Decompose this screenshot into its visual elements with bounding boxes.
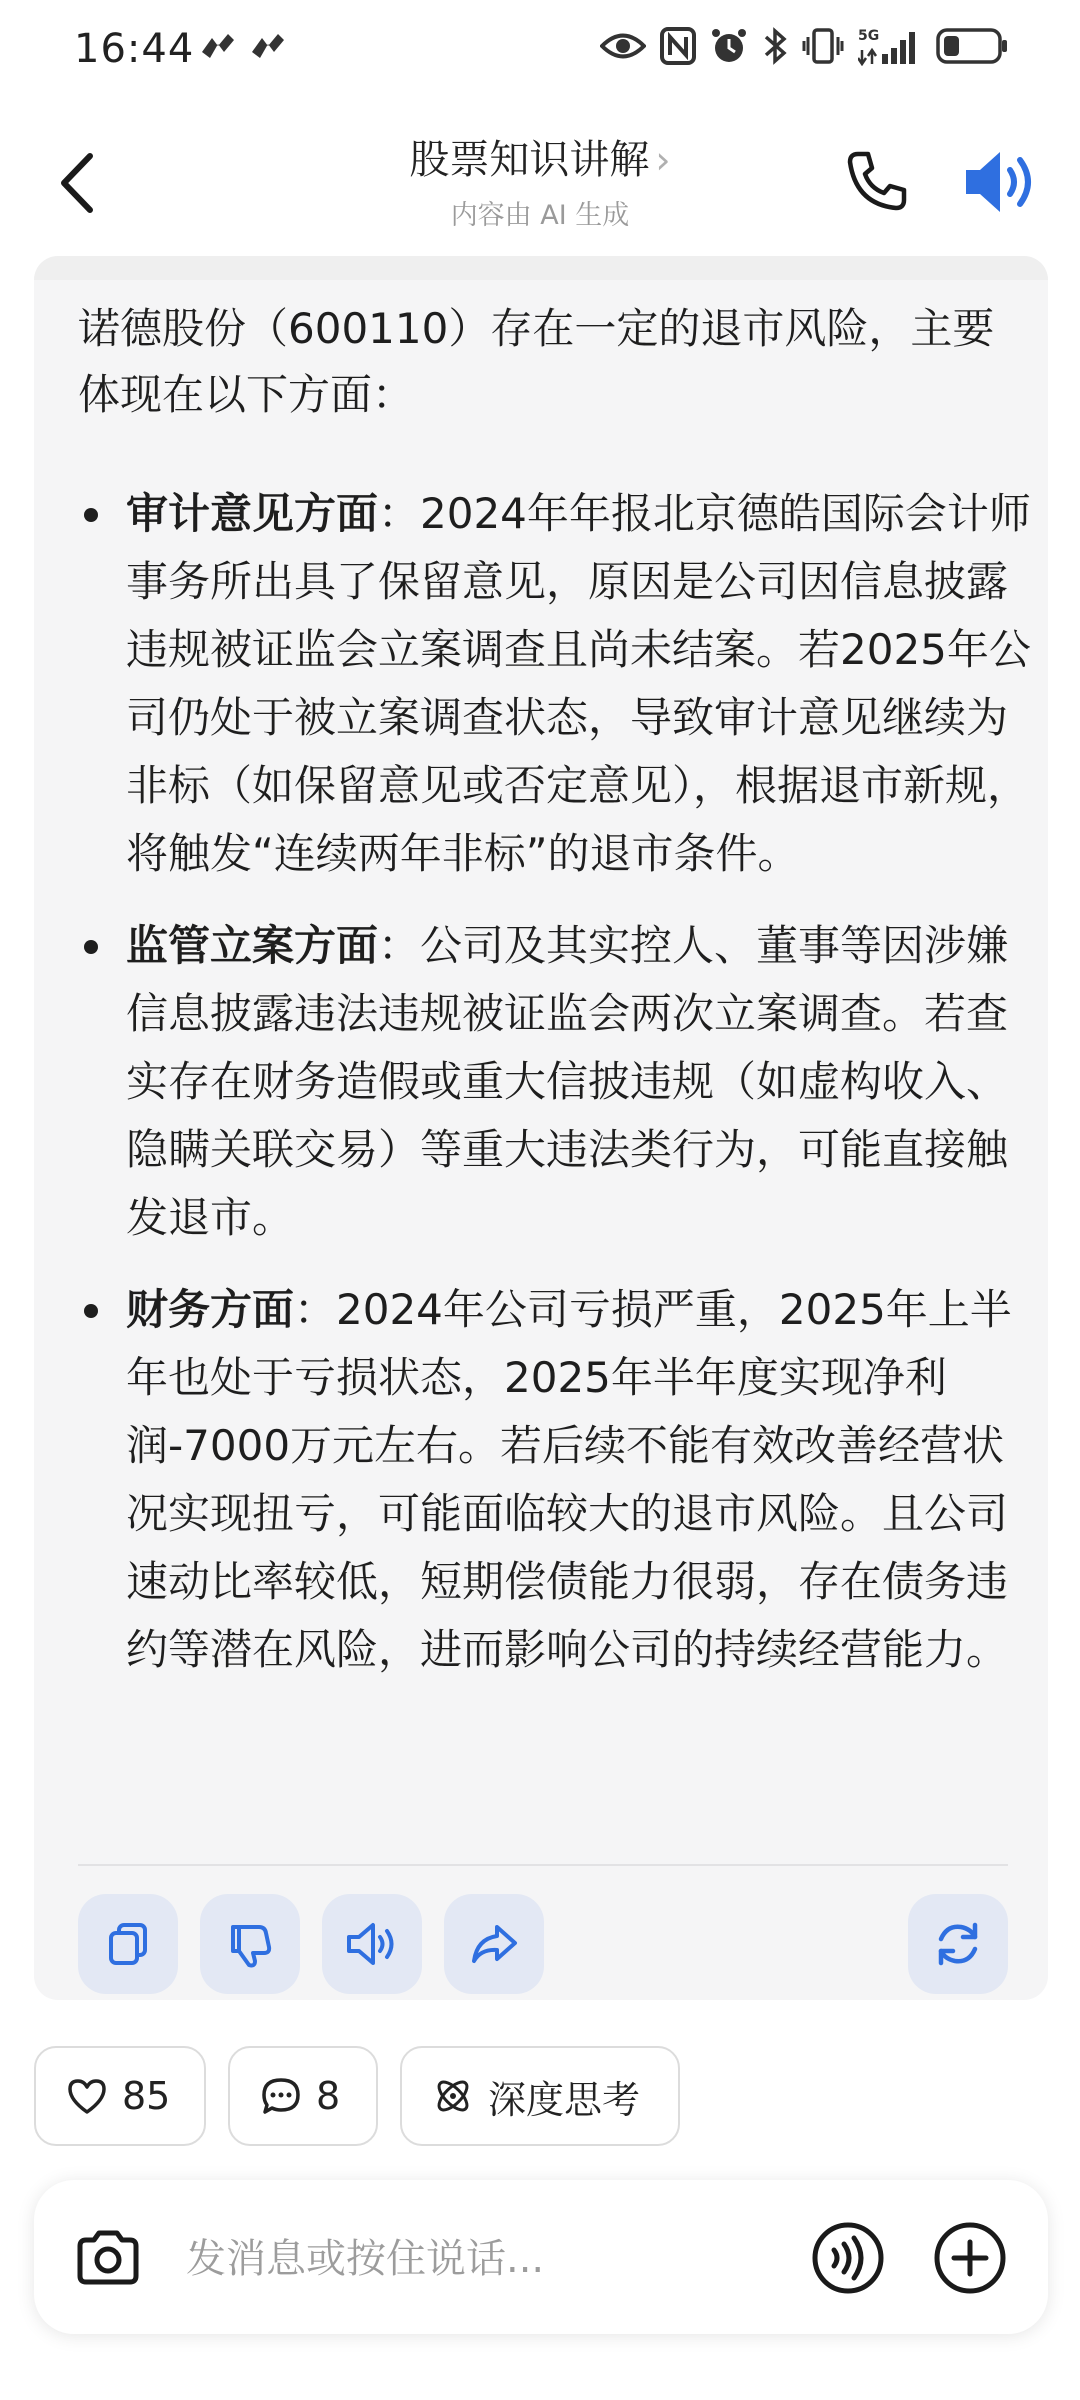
eye-icon [600,29,646,63]
chat-title[interactable]: 股票知识讲解 [409,137,650,183]
chat-header [0,110,1080,250]
nfc-icon [660,27,696,65]
voice-wave-icon [810,2220,886,2296]
network-label: 5G [858,28,880,44]
voice-input-button[interactable] [810,2220,886,2296]
alarm-icon [710,27,748,65]
add-attachment-button[interactable] [932,2220,1008,2296]
message-composer [34,2180,1048,2334]
regenerate-button[interactable] [908,1894,1008,1994]
bluetooth-icon [762,27,788,65]
message-input[interactable] [184,2220,808,2298]
bullet-text: ：2024年年报北京德皓国际会计师事务所出具了保留意见，原因是公司因信息披露违规被证监会立案调查且尚未结案。若2025年公司仍处于被立案调查状态，导致审计意见继续为非标（如保留意见或否定意见），根据退市新规，将触发“连续两年非标”的退市条件。 [126,489,1031,878]
divider [78,1864,1008,1866]
message-actions [78,1894,1008,1994]
share-icon [469,1919,519,1969]
comment-count: 8 [316,2074,341,2118]
message-intro: 诺德股份（600110）存在一定的退市风险，主要体现在以下方面： [78,304,995,419]
ai-message-card [34,256,1048,2000]
risk-list [78,480,1038,1708]
copy-icon [103,1919,153,1969]
bullet-heading: 监管立案方面 [126,921,379,970]
vibrate-icon [802,27,844,65]
share-button[interactable] [444,1894,544,1994]
battery-icon [936,28,1010,64]
like-chip[interactable] [34,2046,206,2146]
read-aloud-icon [345,1919,399,1969]
copy-button[interactable] [78,1894,178,1994]
bullet-text: ：2024年公司亏损严重，2025年上半年也处于亏损状态，2025年半年度实现净利润-7000万元左右。若后续不能有效改善经营状况实现扭亏，可能面临较大的退市风险。且公司速动比率较低，短期偿债能力很弱，存在债务违约等潜在风险，进而影响公司的持续经营能力。 [126,1285,1012,1674]
list-item [78,1276,1038,1684]
atom-icon [432,2075,474,2117]
deep-think-label: 深度思考 [488,2077,641,2122]
chat-title-area[interactable] [0,128,1080,232]
read-aloud-button[interactable] [322,1894,422,1994]
plus-icon [932,2220,1008,2296]
notification-icons [198,30,288,66]
bullet-text: ：公司及其实控人、董事等因涉嫌信息披露违法违规被证监会两次立案调查。若查实存在财务造假或重大信披违规（如虚构收入、隐瞒关联交易）等重大违法类行为，可能直接触发退市。 [126,921,1009,1242]
scroll-fade [34,256,1048,280]
phone-call-button[interactable] [840,146,912,218]
speaker-icon [960,142,1040,222]
app-notification-icon [248,30,288,66]
deep-think-chip[interactable] [400,2046,680,2146]
bullet-heading: 财务方面 [126,1285,295,1334]
signal-icon [858,26,922,66]
list-item [78,912,1038,1252]
thumbs-down-icon [225,1919,275,1969]
bullet-heading: 审计意见方面 [126,489,379,538]
phone-icon [840,146,912,218]
dislike-button[interactable] [200,1894,300,1994]
chevron-right-icon: › [655,138,671,182]
camera-button[interactable] [72,2222,144,2294]
app-notification-icon [198,30,238,66]
heart-icon [66,2076,108,2116]
system-status-icons [600,26,1010,66]
comment-icon [260,2076,302,2116]
list-item [78,480,1038,888]
like-count: 85 [122,2074,171,2118]
regenerate-icon [931,1917,985,1971]
ai-generated-notice: 内容由 AI 生成 [450,200,630,231]
camera-icon [72,2222,144,2294]
auto-read-button[interactable] [960,142,1040,222]
comment-chip[interactable] [228,2046,378,2146]
status-bar [0,0,1080,100]
status-time: 16:44 [74,26,195,72]
